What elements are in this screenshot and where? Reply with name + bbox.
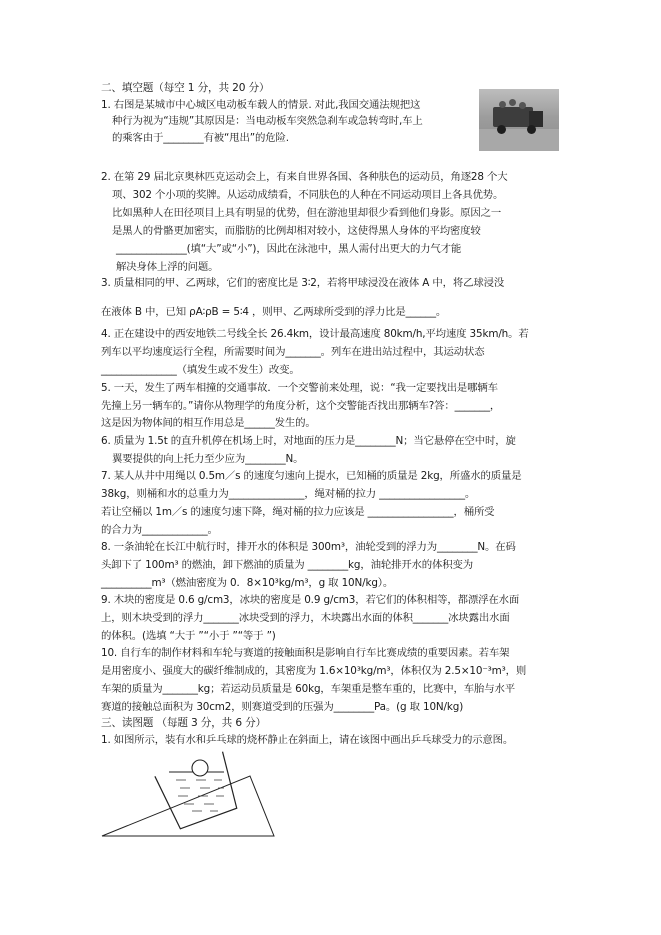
text-line-q10a: 10. 自行车的制作材料和车轮与赛道的接触面积是影响自行车比赛成绩的重要因素。若车架 — [101, 647, 510, 659]
text-line-q7a: 7. 某人从井中用绳以 0.5m／s 的速度匀速向上提水，已知桶的质量是 2kg，所盛水的质量是 — [101, 470, 522, 482]
ping-pong-ball — [192, 760, 208, 776]
incline-beaker-figure — [100, 750, 280, 842]
text-line-q3a: 3. 质量相同的甲、乙两球，它们的密度比是 3∶2，若将甲球浸没在液体 A 中，将乙球浸没 — [101, 277, 505, 289]
water-hatch — [176, 780, 224, 811]
text-line-r1: 1. 如图所示，装有水和乒乓球的烧杯静止在斜面上，请在该图中画出乒乓球受力的示意图。 — [101, 734, 514, 746]
text-line-q5a: 5. 一天，发生了两车相撞的交通事故．一个交警前来处理，说：“我一定要找出是哪辆车 — [101, 382, 498, 394]
photo-cart — [493, 107, 533, 127]
text-line-q2b: 项、302 个小项的奖牌。从运动成绩看，不同肤色的人种在不同运动项目上各具优势。 — [112, 189, 504, 201]
text-line-q10c: 车架的质量为_______kg；若运动员质量是 60kg，车架重是整车重的，比赛中，车胎与水平 — [101, 683, 515, 695]
text-line-q2e: ______________(填“大”或“小”)，因此在泳池中，黑人需付出更大的力气才能 — [116, 243, 462, 255]
text-line-q7d: 的合力为_____________。 — [101, 524, 218, 536]
text-line-q10d: 赛道的接触总面积为 30cm2，则赛道受到的压强为________Pa。(g 取 10N/kg) — [101, 701, 464, 713]
photo-passenger — [519, 102, 526, 109]
text-line-q2c: 比如黑种人在田径项目上具有明显的优势，但在游池里却很少看到他们身影。原因之一 — [112, 207, 502, 219]
text-line-q4a: 4. 正在建设中的西安地铁二号线全长 26.4km，设计最高速度 80km/h,平均速度 35km/h。若 — [101, 328, 529, 340]
text-line-q2d: 是黑人的骨骼更加密实，而脂肪的比例却相对较小，这使得黑人身体的平均密度较 — [112, 225, 481, 237]
text-line-q4b: 列车以平均速度运行全程，所需要时间为_______。列车在进出站过程中，其运动状态 — [101, 346, 485, 358]
text-line-q8b: 头卸下了 100m³ 的燃油，卸下燃油的质量为 ________kg，油轮排开水的体积变为 — [101, 559, 473, 571]
text-line-q9c: 的体积。(选填 “大于 ”“小于 ”“等于 ”) — [101, 630, 276, 642]
text-line-q7c: 若让空桶以 1m／s 的速度匀速下降，绳对桶的拉力应该是 _________________，桶所受 — [101, 506, 495, 518]
text-line-q1b: 种行为视为“违规”其原因是：当电动板车突然急刹车或急转弯时,车上 — [112, 115, 423, 127]
photo-passenger — [509, 99, 516, 106]
text-line-q6a: 6. 质量为 1.5t 的直升机停在机场上时，对地面的压力是________N；当它悬停在空中时，旋 — [101, 435, 516, 447]
text-line-q8c: __________m³（燃油密度为 0．8×10³kg/m³，g 取 10N/kg）。 — [101, 577, 394, 589]
text-line-q7b: 38kg，则桶和水的总重力为_______________，绳对桶的拉力 _________________。 — [101, 488, 476, 500]
text-line-q9b: 上，则木块受到的浮力_______冰块受到的浮力，木块露出水面的体积_______冰块露出水面 — [101, 612, 510, 624]
photo-road — [479, 129, 559, 151]
text-line-q3b: 在液体 B 中，已知 ρA∶ρB = 5∶4 ，则甲、乙两球所受到的浮力比是______。 — [101, 306, 447, 318]
text-line-q8a: 8. 一条油轮在长江中航行时，排开水的体积是 300m³，油轮受到的浮力为________N。在码 — [101, 541, 516, 553]
photo-passenger — [499, 101, 506, 108]
text-line-q4c: _______________（填发生或不发生）改变。 — [101, 364, 300, 376]
text-line-sec2: 二、填空题（每空 1 分，共 20 分） — [101, 82, 270, 94]
text-line-q5b: 先撞上另一辆车的。”请你从物理学的角度分析，这个交警能否找出那辆车?答：_______， — [101, 400, 501, 412]
text-line-q1a: 1. 右图是某城市中心城区电动板车载人的情景. 对此,我国交通法规把这 — [101, 99, 421, 111]
electric-cart-photo — [479, 89, 559, 151]
incline-plane — [102, 776, 274, 836]
text-line-q5c: 这是因为物体间的相互作用总是______发生的。 — [101, 417, 316, 429]
text-line-q1c: 的乘客由于________有被“甩出”的危险. — [112, 132, 289, 144]
text-line-q10b: 是用密度小、强度大的碳纤维制成的，其密度为 1.6×10³kg/m³，体积仅为 2.5×10⁻³m³，则 — [101, 665, 527, 677]
text-line-q2f: 解决身体上浮的问题。 — [116, 261, 219, 273]
text-line-q9a: 9. 木块的密度是 0.6 g/cm3，冰块的密度是 0.9 g/cm3，若它们的体积相等，都漂浮在水面 — [101, 594, 520, 606]
text-line-q2a: 2. 在第 29 届北京奥林匹克运动会上，有来自世界各国、各种肤色的运动员，角逐28 个大 — [101, 171, 508, 183]
text-line-sec3: 三、读图题 （每题 3 分，共 6 分） — [101, 717, 267, 729]
text-line-q6b: 翼要提供的向上托力至少应为________N。 — [112, 453, 304, 465]
photo-wheel — [527, 125, 536, 134]
photo-wheel — [497, 125, 506, 134]
